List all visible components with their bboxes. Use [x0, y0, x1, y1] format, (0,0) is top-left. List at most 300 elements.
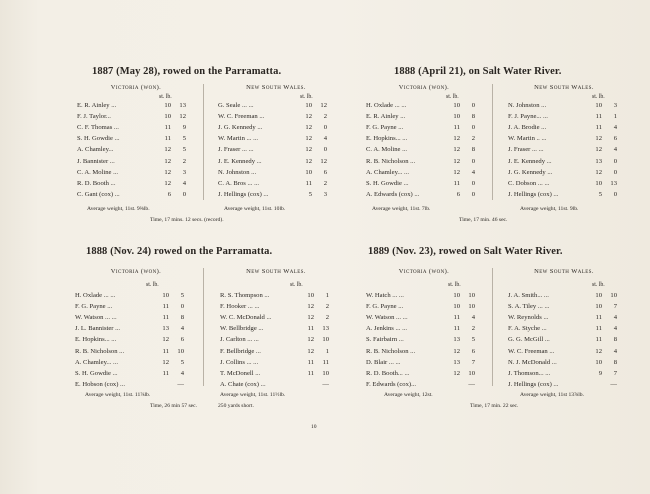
weight-stone: 11: [595, 314, 602, 322]
weight-stone: 10: [305, 168, 312, 176]
race-note: 250 yards short.: [218, 403, 254, 409]
crew-name: A. Edwards (cox) ...: [366, 190, 420, 198]
page-number: 10: [311, 424, 317, 430]
crew-row: [77, 124, 205, 135]
team-title: New South Wales.: [246, 84, 306, 91]
crew-row: [218, 102, 346, 113]
weight-pounds: 10: [322, 336, 329, 344]
race-time: Time, 26 min 57 sec.: [150, 403, 198, 409]
crew-row: [218, 180, 346, 191]
weight-pounds: 2: [325, 314, 329, 322]
weight-pounds: 6: [613, 135, 617, 143]
crew-row: [218, 191, 346, 202]
weight-stone: 11: [307, 325, 314, 333]
crew-row: [75, 370, 203, 381]
weight-pounds: 0: [323, 146, 327, 154]
units-header: st. lb.: [159, 94, 172, 100]
weight-pounds: 0: [471, 157, 475, 165]
crew-row: [366, 303, 494, 314]
crew-row: [220, 336, 348, 347]
average-weight-victoria: Average weight, 11st. 7lb.: [372, 206, 431, 212]
weight-stone: 12: [305, 157, 312, 165]
crew-name: J. Bannister ...: [77, 157, 115, 165]
weight-stone: 12: [162, 358, 169, 366]
crew-name: W. Watson ... ...: [75, 314, 117, 322]
weight-stone: 12: [453, 347, 460, 355]
crew-row: [77, 191, 205, 202]
team-nsw: [500, 268, 628, 388]
crew-row: [508, 336, 636, 347]
crew-name: J. Fraser ... ...: [508, 146, 544, 154]
crew-name: F. Bellbridge ...: [220, 347, 261, 355]
weight-pounds: 4: [182, 179, 186, 187]
crew-name: N. Johnston ...: [508, 102, 547, 109]
weight-pounds: 13: [610, 179, 617, 187]
race-heading: 1888 (Nov. 24) rowed on the Parramatta.: [86, 246, 273, 257]
crew-row: [508, 370, 636, 381]
weight-stone: 11: [453, 179, 460, 187]
weight-stone: 6: [167, 190, 171, 198]
crew-name: C. A. Moline ...: [77, 168, 119, 176]
weight-pounds: 9: [182, 124, 186, 132]
weight-stone: 11: [162, 314, 169, 322]
crew-name: H. Oxlade ... ...: [75, 292, 116, 299]
weight-pounds: 3: [613, 102, 617, 109]
crew-row: [75, 348, 203, 359]
crew-row: [366, 292, 494, 303]
crew-name: J. Hellings (cox) ...: [218, 190, 269, 198]
units-header: st. lb.: [592, 282, 605, 288]
weight-pounds: 10: [468, 292, 475, 299]
weight-pounds: 4: [613, 314, 617, 322]
weight-stone: 10: [453, 113, 460, 121]
team-title: Victoria (won).: [398, 268, 450, 275]
weight-pounds: 0: [323, 124, 327, 132]
weight-pounds: 4: [180, 369, 184, 377]
race-heading: 1889 (Nov. 23), rowed on Salt Water River.: [368, 246, 563, 257]
crew-name: R. B. Nicholson ...: [366, 157, 416, 165]
crew-name: R. D. Booth... ...: [366, 369, 410, 377]
weight-pounds: 8: [613, 336, 617, 344]
weight-stone: 12: [305, 124, 312, 132]
crew-row: [508, 381, 636, 392]
weight-pounds: 4: [471, 314, 475, 322]
weight-stone: 11: [162, 347, 169, 355]
crew-name: W. Hatch ... ...: [366, 292, 404, 299]
weight-stone: 12: [453, 135, 460, 143]
crew-name: W. Martin .. ...: [508, 135, 547, 143]
weight-stone: 11: [164, 124, 171, 132]
crew-name: J. Carlton ... ...: [220, 336, 259, 344]
crew-row: [508, 303, 636, 314]
weight-pounds: 2: [323, 113, 327, 121]
crew-name: J. A. Smith... ...: [508, 292, 549, 299]
weight-stone: 11: [162, 303, 169, 311]
team-victoria: [360, 84, 488, 198]
crew-row: [508, 314, 636, 325]
column-divider: [492, 268, 493, 386]
weight-stone: 10: [595, 102, 602, 109]
crew-name: D. Blair ... ...: [366, 358, 401, 366]
weight-stone: 12: [162, 336, 169, 344]
average-weight-victoria: Average weight, 11st. 9⅜lb.: [87, 206, 150, 212]
weight-stone: 11: [595, 325, 602, 333]
weight-stone: 13: [595, 157, 602, 165]
weight-stone: 10: [307, 292, 314, 299]
team-victoria: [72, 268, 200, 388]
weight-pounds: 5: [180, 292, 184, 299]
crew-row: [508, 359, 636, 370]
crew-name: W. C. Freeman ...: [218, 113, 265, 121]
weight-pounds: 13: [179, 102, 186, 109]
crew-name: S. H. Gowdie ...: [366, 179, 409, 187]
crew-row: [508, 102, 636, 113]
weight-pounds: 11: [322, 358, 329, 366]
crew-name: A. Jenkins ... ...: [366, 325, 408, 333]
crew-row: [75, 292, 203, 303]
race-time: Time, 17 mins. 12 secs. (record).: [150, 217, 224, 223]
weight-stone: 10: [453, 303, 460, 311]
crew-row: [77, 180, 205, 191]
crew-name: R. S. Thompson ...: [220, 292, 270, 299]
weight-stone: 6: [456, 190, 460, 198]
weight-stone: 11: [595, 113, 602, 121]
weight-pounds: —: [322, 380, 329, 388]
weight-stone: 11: [453, 325, 460, 333]
crew-name: J. Hellings (cox) ...: [508, 380, 559, 388]
crew-row: [75, 381, 203, 392]
crew-name: J. Thomson... ...: [508, 369, 551, 377]
weight-pounds: 8: [471, 113, 475, 121]
crew-name: C. A. Moline ...: [366, 146, 408, 154]
crew-name: R. B. Nicholson ...: [366, 347, 416, 355]
crew-row: [220, 314, 348, 325]
weight-stone: 11: [305, 179, 312, 187]
team-title: New South Wales.: [534, 84, 594, 91]
crew-row: [366, 325, 494, 336]
weight-pounds: 12: [320, 102, 327, 109]
units-header: st. lb.: [300, 94, 313, 100]
crew-name: F. J. Taylor...: [77, 113, 111, 121]
crew-name: S. H. Gowdie ...: [75, 369, 118, 377]
weight-stone: 12: [595, 347, 602, 355]
team-title: New South Wales.: [534, 268, 594, 275]
crew-row: [366, 135, 494, 146]
weight-pounds: 10: [322, 369, 329, 377]
average-weight-nsw: Average weight, 11st 13⅞lb.: [520, 392, 585, 398]
weight-pounds: 7: [613, 369, 617, 377]
crew-name: W. C. McDonald ...: [220, 314, 272, 322]
weight-pounds: 10: [610, 292, 617, 299]
weight-pounds: 0: [613, 168, 617, 176]
team-title: Victoria (won).: [110, 84, 162, 91]
weight-stone: 11: [453, 124, 460, 132]
crew-name: W. Bellbridge ...: [220, 325, 264, 333]
crew-name: G. G. McGill ...: [508, 336, 550, 344]
crew-row: [220, 348, 348, 359]
crew-name: F. J. Payne... ...: [508, 113, 548, 121]
weight-pounds: 1: [325, 292, 329, 299]
team-nsw: [212, 84, 340, 198]
crew-name: W. Watson ... ...: [366, 314, 408, 322]
weight-stone: 12: [305, 113, 312, 121]
weight-stone: 12: [307, 347, 314, 355]
team-victoria: [72, 84, 200, 198]
team-victoria: [360, 268, 488, 388]
weight-stone: 12: [305, 146, 312, 154]
crew-name: R. B. Nicholson ...: [75, 347, 125, 355]
column-divider: [203, 268, 204, 386]
crew-name: J. G. Kennedy ...: [508, 168, 553, 176]
crew-row: [77, 113, 205, 124]
crew-name: J. L. Bannister ...: [75, 325, 121, 333]
weight-pounds: 7: [471, 358, 475, 366]
crew-name: E. Hobson (cox) ...: [75, 380, 125, 388]
crew-name: A. Chate (cox) ...: [220, 380, 266, 388]
units-header: st. lb.: [446, 94, 459, 100]
weight-pounds: 12: [179, 113, 186, 121]
weight-pounds: 0: [613, 157, 617, 165]
weight-stone: 10: [595, 303, 602, 311]
weight-pounds: 1: [325, 347, 329, 355]
crew-row: [366, 359, 494, 370]
crew-row: [77, 169, 205, 180]
crew-name: J. E. Kennedy ...: [218, 157, 262, 165]
crew-row: [508, 135, 636, 146]
crew-row: [77, 146, 205, 157]
crew-name: C. F. Thomas ...: [77, 124, 119, 132]
weight-pounds: 2: [323, 179, 327, 187]
weight-pounds: 4: [471, 168, 475, 176]
crew-row: [75, 359, 203, 370]
weight-stone: 13: [453, 358, 460, 366]
weight-stone: 11: [595, 124, 602, 132]
weight-stone: 12: [164, 179, 171, 187]
crew-name: F. G. Payne ...: [75, 303, 113, 311]
team-nsw: [500, 84, 628, 198]
units-header: st. lb.: [592, 94, 605, 100]
weight-pounds: 8: [613, 358, 617, 366]
weight-pounds: 0: [471, 190, 475, 198]
weight-pounds: 4: [613, 325, 617, 333]
weight-stone: 12: [307, 336, 314, 344]
weight-pounds: —: [610, 380, 617, 388]
weight-pounds: 3: [323, 190, 327, 198]
weight-stone: 12: [595, 146, 602, 154]
weight-pounds: 0: [182, 190, 186, 198]
crew-row: [508, 180, 636, 191]
weight-pounds: 4: [323, 135, 327, 143]
weight-pounds: 13: [322, 325, 329, 333]
crew-row: [366, 348, 494, 359]
weight-stone: 11: [307, 358, 314, 366]
crew-name: E. Hopkins... ...: [75, 336, 117, 344]
crew-row: [508, 146, 636, 157]
units-header: st. lb.: [146, 282, 159, 288]
crew-name: C. A. Bros ... ...: [218, 179, 260, 187]
column-divider: [492, 84, 493, 200]
weight-pounds: 6: [323, 168, 327, 176]
crew-name: H. Oxlade ... ...: [366, 102, 407, 109]
race-heading: 1887 (May 28), rowed on the Parramatta.: [92, 66, 282, 77]
crew-name: J. G. Kennedy ...: [218, 124, 263, 132]
units-header: st. lb.: [448, 282, 461, 288]
crew-name: F. G. Payne ...: [366, 303, 404, 311]
crew-name: F. A. Styche ...: [508, 325, 547, 333]
weight-pounds: 2: [325, 303, 329, 311]
weight-stone: 10: [164, 113, 171, 121]
crew-row: [366, 381, 494, 392]
crew-row: [366, 124, 494, 135]
crew-row: [366, 102, 494, 113]
team-title: Victoria (won).: [398, 84, 450, 91]
weight-pounds: 4: [613, 124, 617, 132]
crew-row: [220, 292, 348, 303]
weight-pounds: 5: [180, 358, 184, 366]
crew-row: [508, 169, 636, 180]
weight-stone: 13: [453, 336, 460, 344]
crew-row: [220, 325, 348, 336]
average-weight-victoria: Average weight, 12st.: [384, 392, 433, 398]
crew-name: J. E. Kennedy ...: [508, 157, 552, 165]
race-heading: 1888 (April 21), on Salt Water River.: [394, 66, 562, 77]
crew-name: E. Hopkins... ...: [366, 135, 408, 143]
weight-stone: 12: [164, 146, 171, 154]
weight-pounds: 4: [613, 347, 617, 355]
column-divider: [203, 84, 204, 200]
weight-pounds: 6: [180, 336, 184, 344]
weight-pounds: 8: [180, 314, 184, 322]
crew-row: [218, 169, 346, 180]
weight-stone: 10: [453, 102, 460, 109]
crew-name: A. Chamley... ...: [75, 358, 118, 366]
crew-row: [220, 370, 348, 381]
weight-stone: 12: [595, 135, 602, 143]
weight-stone: 12: [164, 168, 171, 176]
weight-stone: 10: [164, 102, 171, 109]
weight-stone: 10: [162, 292, 169, 299]
weight-pounds: 4: [613, 146, 617, 154]
crew-row: [75, 336, 203, 347]
average-weight-nsw: Average weight, 11st. 10lb.: [224, 206, 286, 212]
crew-row: [508, 191, 636, 202]
weight-pounds: 2: [471, 325, 475, 333]
crew-row: [366, 146, 494, 157]
weight-pounds: 6: [471, 347, 475, 355]
crew-name: J. Hellings (cox) ...: [508, 190, 559, 198]
weight-stone: 11: [595, 336, 602, 344]
crew-row: [508, 158, 636, 169]
crew-name: E. R. Ainley ...: [366, 113, 406, 121]
weight-pounds: 0: [471, 124, 475, 132]
team-title: Victoria (won).: [110, 268, 162, 275]
crew-name: J. Fraser ... ...: [218, 146, 254, 154]
crew-name: F. Hooker ... ...: [220, 303, 260, 311]
weight-pounds: 1: [613, 113, 617, 121]
crew-row: [77, 135, 205, 146]
weight-pounds: 8: [471, 146, 475, 154]
crew-row: [366, 370, 494, 381]
weight-stone: 11: [162, 369, 169, 377]
crew-name: A. Chamley...: [77, 146, 114, 154]
crew-name: F. G. Payne ...: [366, 124, 404, 132]
crew-row: [508, 124, 636, 135]
crew-row: [220, 381, 348, 392]
crew-row: [75, 314, 203, 325]
team-nsw: [212, 268, 340, 388]
crew-name: C. Dobson ... ...: [508, 179, 550, 187]
weight-pounds: 4: [180, 325, 184, 333]
crew-name: W. C. Freeman ...: [508, 347, 555, 355]
weight-pounds: 10: [468, 369, 475, 377]
crew-row: [508, 292, 636, 303]
weight-stone: 12: [307, 314, 314, 322]
weight-stone: 5: [598, 190, 602, 198]
crew-name: J. A. Brodie ...: [508, 124, 547, 132]
weight-pounds: 7: [613, 303, 617, 311]
race-time: Time, 17 min. 22 sec.: [470, 403, 519, 409]
crew-row: [366, 180, 494, 191]
weight-stone: 12: [164, 157, 171, 165]
average-weight-nsw: Average weight, 11st. 9lb.: [520, 206, 579, 212]
weight-stone: 12: [453, 369, 460, 377]
crew-name: N. Johnston ...: [218, 168, 257, 176]
weight-pounds: 0: [471, 179, 475, 187]
crew-row: [218, 158, 346, 169]
crew-name: W. Martin ... ...: [218, 135, 259, 143]
average-weight-nsw: Average weight, 11st. 11½lb.: [220, 392, 286, 398]
crew-row: [508, 348, 636, 359]
crew-name: F. Edwards (cox)...: [366, 380, 417, 388]
weight-pounds: 0: [613, 190, 617, 198]
weight-stone: 10: [595, 292, 602, 299]
crew-row: [77, 102, 205, 113]
crew-row: [77, 158, 205, 169]
crew-name: S. Fairbairn ...: [366, 336, 404, 344]
weight-stone: 12: [307, 303, 314, 311]
weight-stone: 12: [595, 168, 602, 176]
crew-name: A. Chamley... ...: [366, 168, 409, 176]
weight-pounds: 10: [468, 303, 475, 311]
crew-row: [508, 325, 636, 336]
crew-name: C. Gant (cox) ...: [77, 190, 120, 198]
crew-name: T. McDonell ...: [220, 369, 261, 377]
weight-stone: 12: [453, 146, 460, 154]
crew-row: [366, 158, 494, 169]
crew-name: S. A. Tiley ... ...: [508, 303, 550, 311]
weight-pounds: 10: [177, 347, 184, 355]
crew-row: [218, 124, 346, 135]
crew-name: E. R. Ainley ...: [77, 102, 117, 109]
weight-pounds: 5: [182, 146, 186, 154]
weight-stone: 11: [307, 369, 314, 377]
weight-stone: 11: [164, 135, 171, 143]
weight-stone: 12: [305, 135, 312, 143]
weight-stone: 10: [595, 179, 602, 187]
weight-pounds: —: [177, 380, 184, 388]
weight-pounds: 12: [320, 157, 327, 165]
crew-name: S. H. Gowdie ...: [77, 135, 120, 143]
weight-stone: 12: [453, 168, 460, 176]
weight-pounds: 0: [180, 303, 184, 311]
crew-name: N. J. McDonald ...: [508, 358, 557, 366]
crew-row: [218, 113, 346, 124]
crew-name: G. Seale ... ...: [218, 102, 254, 109]
weight-pounds: 2: [471, 135, 475, 143]
average-weight-victoria: Average weight, 11st. 11⅞lb.: [85, 392, 151, 398]
crew-name: J. Collins ... ...: [220, 358, 259, 366]
race-time: Time, 17 min. 46 sec.: [459, 217, 508, 223]
